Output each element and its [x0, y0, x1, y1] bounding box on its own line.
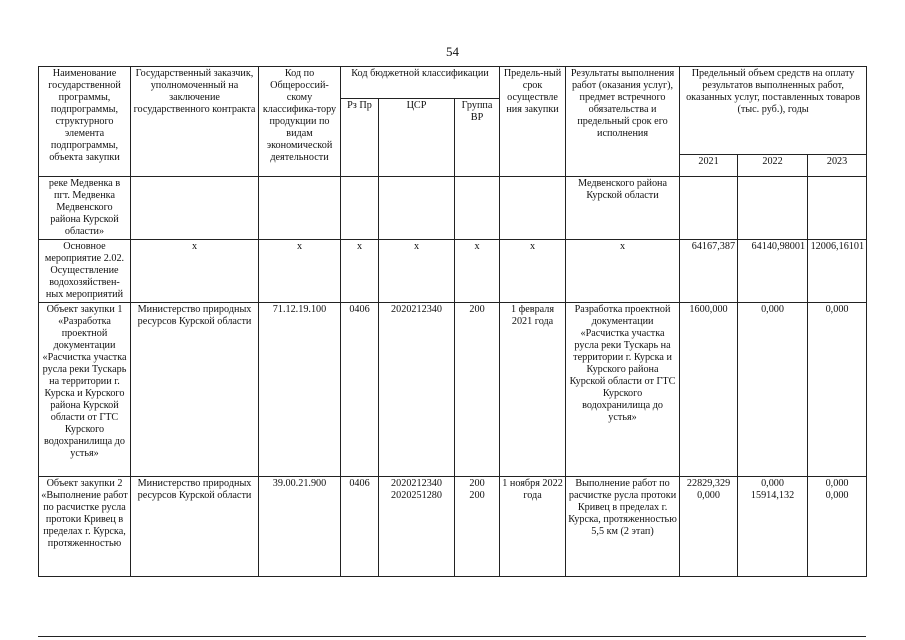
- row-2021: 22829,329 0,000: [680, 477, 738, 577]
- table-row: [39, 303, 867, 477]
- header-rzpr: Рз Пр: [341, 99, 379, 177]
- table-row: [39, 240, 867, 303]
- row-results: x: [566, 240, 680, 303]
- row-customer: Министерство природных ресурсов Курской области: [131, 477, 259, 577]
- row-rzpr: 0406: [341, 477, 379, 577]
- row-csr: 2020212340 2020251280: [379, 477, 455, 577]
- header-year-2021: 2021: [680, 155, 738, 177]
- row-okpd: 39.00.21.900: [259, 477, 341, 577]
- row-deadline: x: [500, 240, 566, 303]
- row-results: Разработка проектной документации «Расчистка участка русла реки Тускарь на территории г. Курска и Курского района Курской области от ГТС Курского водохранилища до устья»: [566, 303, 680, 477]
- row-deadline: [500, 177, 566, 240]
- row-vr: [455, 177, 500, 240]
- header-year-2023: 2023: [808, 155, 867, 177]
- page-number: 54: [446, 44, 459, 59]
- table-row: [39, 177, 867, 240]
- row-2022: 0,000 15914,132: [738, 477, 808, 577]
- row-customer: Министерство природных ресурсов Курской области: [131, 303, 259, 477]
- row-rzpr: x: [341, 240, 379, 303]
- header-okpd: Код по Общероссий-скому классифика-тору продукции по видам экономической деятельности: [259, 67, 341, 177]
- row-rzpr: 0406: [341, 303, 379, 477]
- row-customer: [131, 177, 259, 240]
- procurement-table: [38, 66, 867, 577]
- page-bottom-rule: [38, 636, 866, 637]
- row-2022: 64140,98001: [738, 240, 808, 303]
- row-csr: x: [379, 240, 455, 303]
- header-budget-code: Код бюджетной классификации: [341, 67, 500, 99]
- row-2023: 12006,16101: [808, 240, 867, 303]
- header-customer: Государственный заказчик, уполномоченный на заключение государственного контракта: [131, 67, 259, 177]
- header-csr: ЦСР: [379, 99, 455, 177]
- row-deadline: 1 ноября 2022 года: [500, 477, 566, 577]
- row-vr: 200: [455, 303, 500, 477]
- row-2023: [808, 177, 867, 240]
- row-2021: [680, 177, 738, 240]
- header-year-2022: 2022: [738, 155, 808, 177]
- row-okpd: x: [259, 240, 341, 303]
- row-okpd: 71.12.19.100: [259, 303, 341, 477]
- header-volume: Предельный объем средств на оплату результатов выполненных работ, оказанных услуг, поставленных товаров (тыс. руб.), годы: [680, 67, 867, 155]
- row-csr: 2020212340: [379, 303, 455, 477]
- header-row-1: [39, 67, 867, 99]
- row-rzpr: [341, 177, 379, 240]
- header-name: Наименование государственной программы, подпрограммы, структурного элемента подпрограммы, объекта закупки: [39, 67, 131, 177]
- header-results: Результаты выполнения работ (оказания услуг), предмет встречного обязательства и предельный срок его исполнения: [566, 67, 680, 177]
- row-2023: 0,000: [808, 303, 867, 477]
- row-2022: 0,000: [738, 303, 808, 477]
- row-2021: 1600,000: [680, 303, 738, 477]
- header-vr: Группа ВР: [455, 99, 500, 177]
- row-results: Выполнение работ по расчистке русла протоки Кривец в пределах г. Курска, протяженностью 5,5 км (2 этап): [566, 477, 680, 577]
- row-csr: [379, 177, 455, 240]
- row-2021: 64167,387: [680, 240, 738, 303]
- row-vr: x: [455, 240, 500, 303]
- row-name: Объект закупки 1 «Разработка проектной документации «Расчистка участка русла реки Тускарь на территории г. Курска и Курского района Курской области от ГТС Курского водохранилища до устья»: [39, 303, 131, 477]
- row-2022: [738, 177, 808, 240]
- row-vr: 200 200: [455, 477, 500, 577]
- row-name: реке Медвенка в пгт. Медвенка Медвенского района Курской области»: [39, 177, 131, 240]
- row-okpd: [259, 177, 341, 240]
- row-2023: 0,000 0,000: [808, 477, 867, 577]
- table-row: [39, 477, 867, 577]
- row-customer: x: [131, 240, 259, 303]
- row-results: Медвенского района Курской области: [566, 177, 680, 240]
- header-deadline: Предель-ный срок осуществле ния закупки: [500, 67, 566, 177]
- row-deadline: 1 февраля 2021 года: [500, 303, 566, 477]
- row-name: Объект закупки 2 «Выполнение работ по расчистке русла протоки Кривец в пределах г. Курска, протяженностью: [39, 477, 131, 577]
- row-name: Основное мероприятие 2.02. Осуществление водохозяйствен-ных мероприятий: [39, 240, 131, 303]
